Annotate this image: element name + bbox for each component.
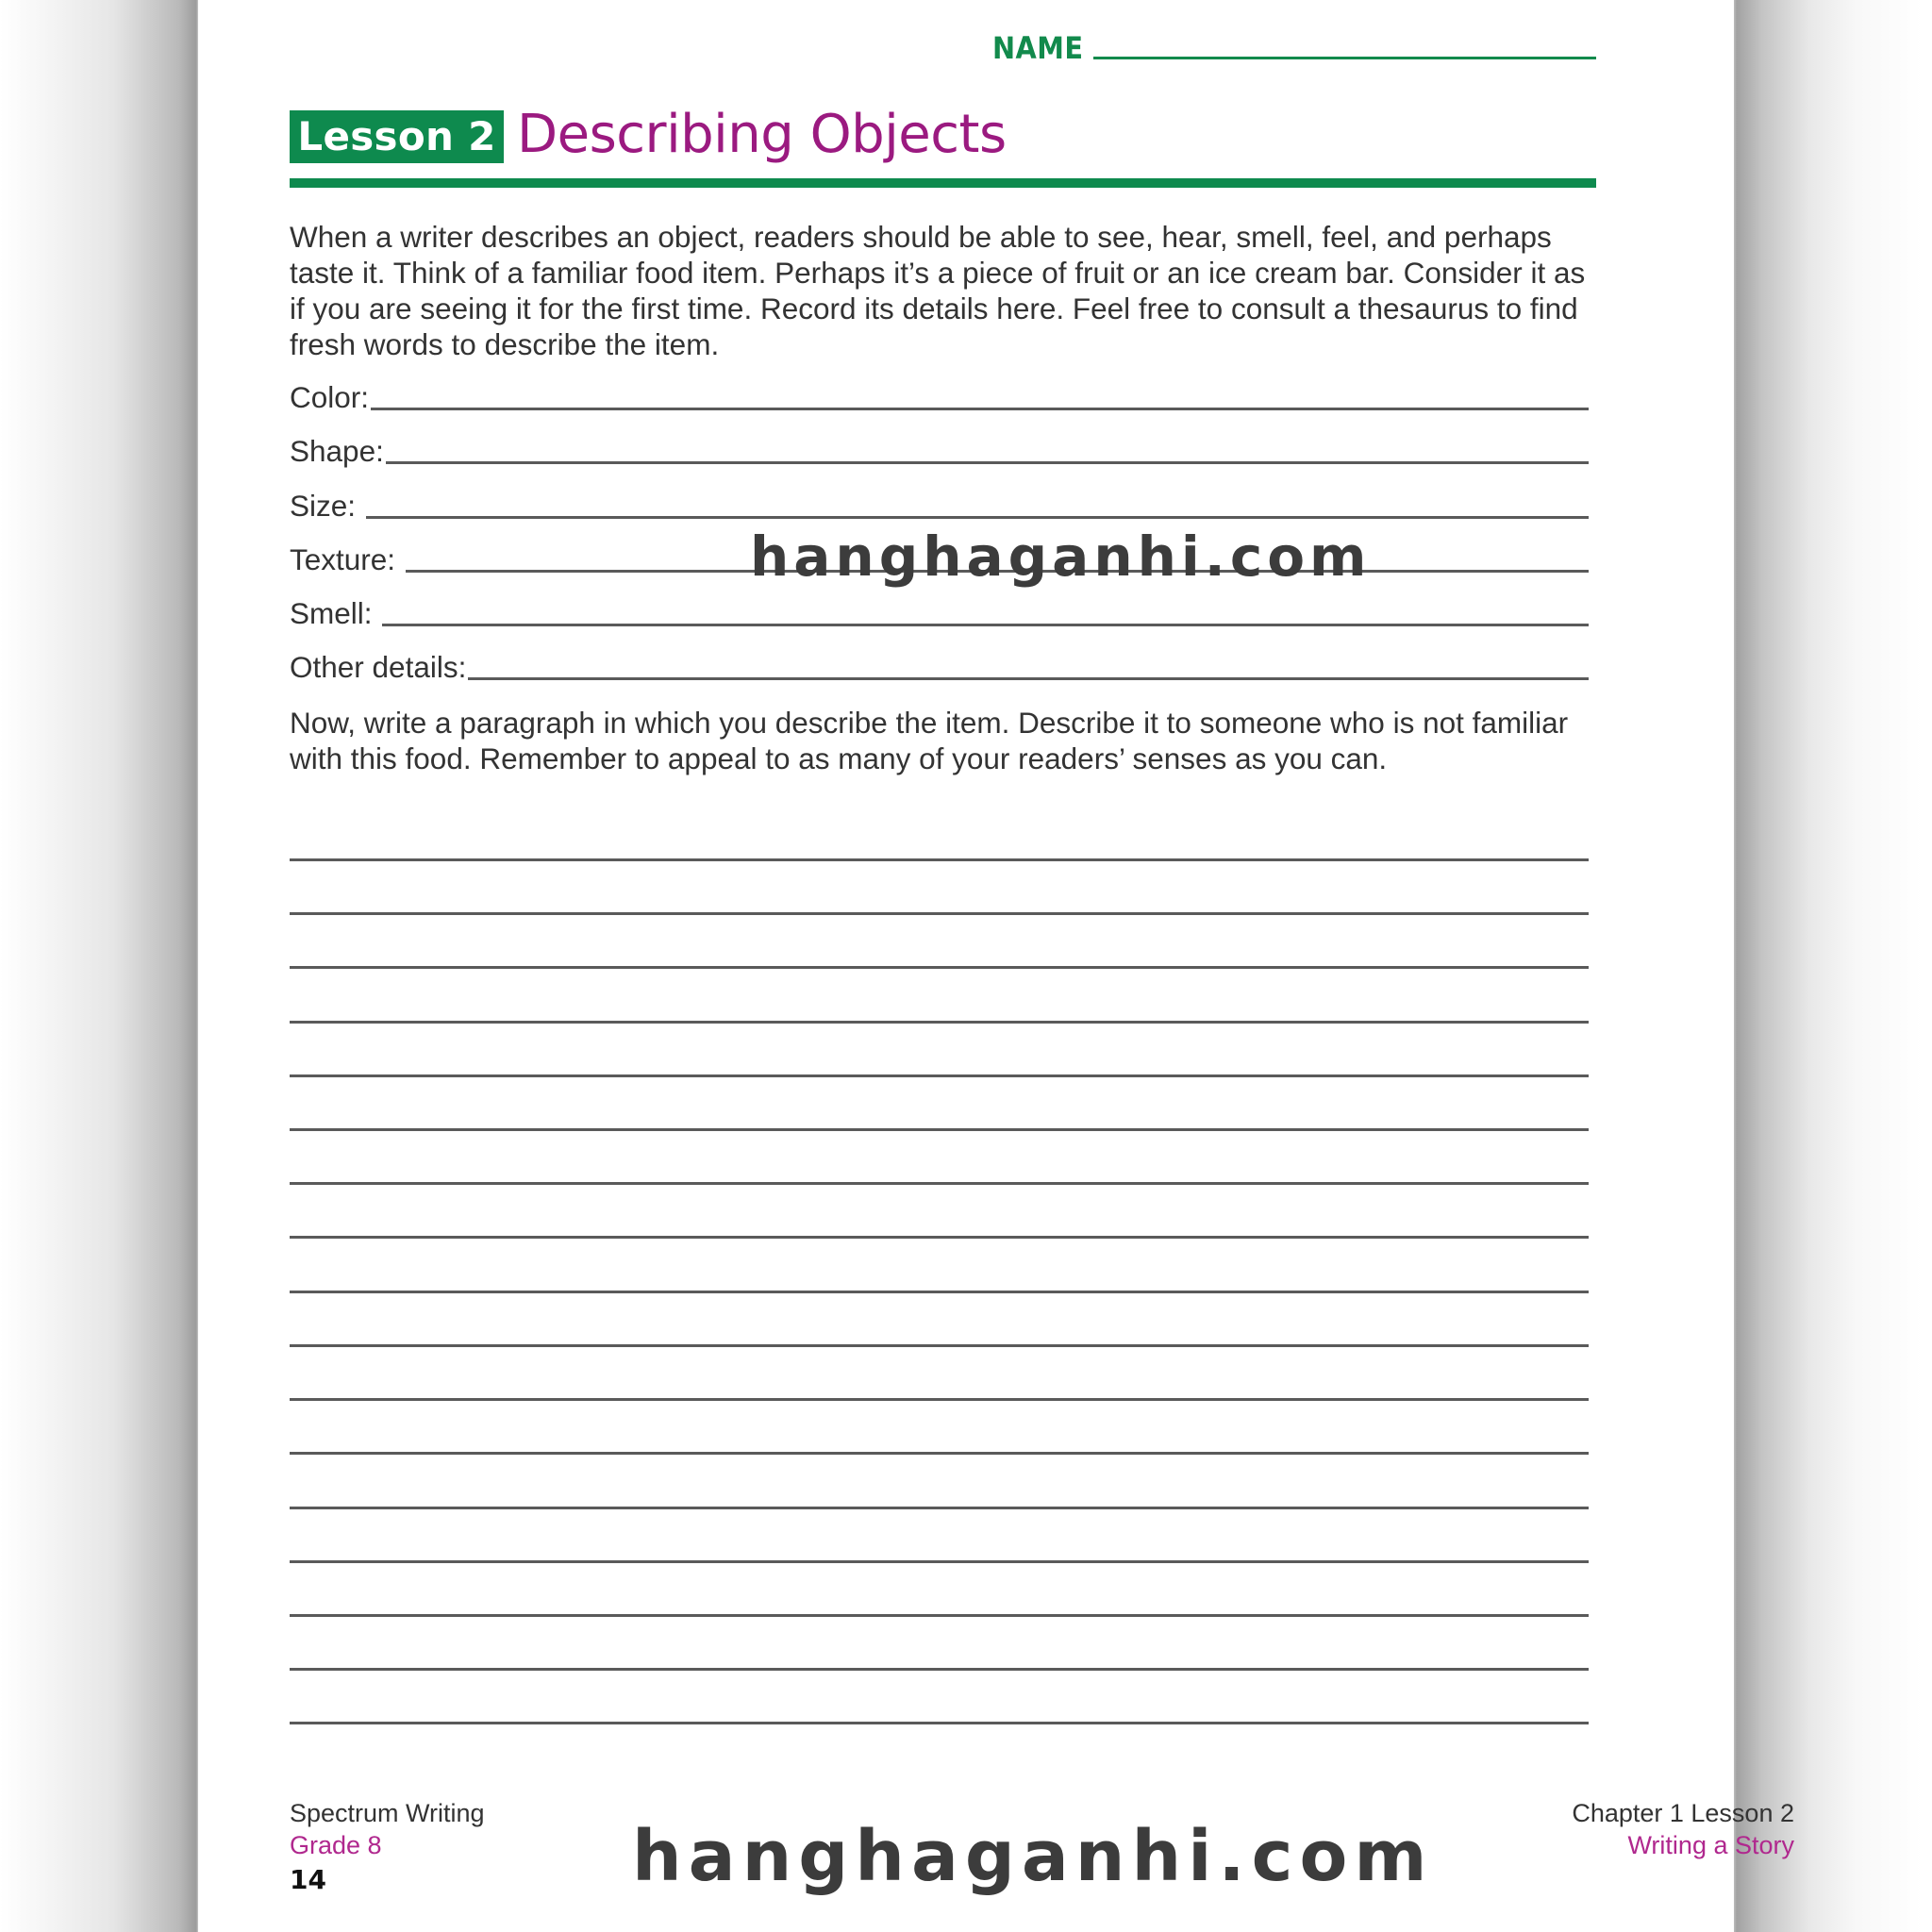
page-number: 14 — [290, 1864, 326, 1895]
footer-book-title: Spectrum Writing — [290, 1799, 485, 1827]
writing-line[interactable] — [290, 1291, 1589, 1293]
field-line-color[interactable] — [371, 408, 1589, 410]
writing-line[interactable] — [290, 858, 1589, 861]
field-line-size[interactable] — [366, 516, 1589, 519]
field-shape[interactable] — [290, 431, 1589, 469]
field-smell[interactable] — [290, 593, 1589, 631]
writing-line[interactable] — [290, 1452, 1589, 1455]
field-label-shape: Shape: — [290, 434, 384, 468]
field-line-shape[interactable] — [386, 461, 1589, 464]
footer-right — [1572, 1797, 1794, 1861]
writing-line[interactable] — [290, 1560, 1589, 1563]
field-line-other-details[interactable] — [468, 677, 1589, 680]
field-line-smell[interactable] — [382, 624, 1589, 626]
field-label-texture: Texture: — [290, 542, 404, 576]
writing-line[interactable] — [290, 1021, 1589, 1024]
writing-line[interactable] — [290, 1614, 1589, 1617]
watermark-middle: hanghaganhi.com — [750, 525, 1372, 589]
writing-line[interactable] — [290, 1074, 1589, 1077]
writing-line[interactable] — [290, 1722, 1589, 1724]
name-input-line[interactable] — [1093, 57, 1596, 59]
writing-line[interactable] — [290, 1128, 1589, 1131]
page-title: Describing Objects — [517, 104, 1007, 165]
lesson-badge: Lesson 2 — [290, 110, 504, 163]
writing-prompt: Now, write a paragraph in which you describe the item. Describe it to someone who is not familiar with this food. Remember to appeal to as many of your readers’ senses as you can. — [290, 706, 1569, 775]
field-label-size: Size: — [290, 489, 364, 523]
writing-line[interactable] — [290, 1182, 1589, 1185]
page-shadow-left — [0, 0, 198, 1932]
writing-line[interactable] — [290, 1398, 1589, 1401]
intro-paragraph: When a writer describes an object, readers should be able to see, hear, smell, feel, and perhaps taste it. Think of a familiar food item. Perhaps it’s a piece of fruit or an ice cream bar. Consider it as if you are seeing it for the first time. Record its details here. Feel free to consult a thesaurus to find fresh words to describe the item. — [290, 220, 1586, 361]
footer-section: Writing a Story — [1627, 1831, 1794, 1859]
writing-line[interactable] — [290, 912, 1589, 915]
footer-chapter: Chapter 1 Lesson 2 — [1572, 1799, 1794, 1827]
footer-grade: Grade 8 — [290, 1831, 382, 1859]
writing-line[interactable] — [290, 1507, 1589, 1509]
title-divider — [290, 178, 1596, 188]
page-shadow-right — [1734, 0, 1932, 1932]
field-color[interactable] — [290, 377, 1589, 415]
field-label-color: Color: — [290, 380, 370, 414]
watermark-bottom: hanghaganhi.com — [632, 1816, 1434, 1897]
name-label: NAME — [992, 30, 1084, 66]
writing-line[interactable] — [290, 1668, 1589, 1671]
writing-line[interactable] — [290, 1344, 1589, 1347]
field-size[interactable] — [290, 486, 1589, 524]
field-other-details[interactable] — [290, 647, 1589, 685]
writing-line[interactable] — [290, 966, 1589, 969]
field-label-other-details: Other details: — [290, 650, 467, 684]
writing-line[interactable] — [290, 1236, 1589, 1239]
footer-left — [290, 1797, 485, 1899]
field-label-smell: Smell: — [290, 596, 381, 630]
